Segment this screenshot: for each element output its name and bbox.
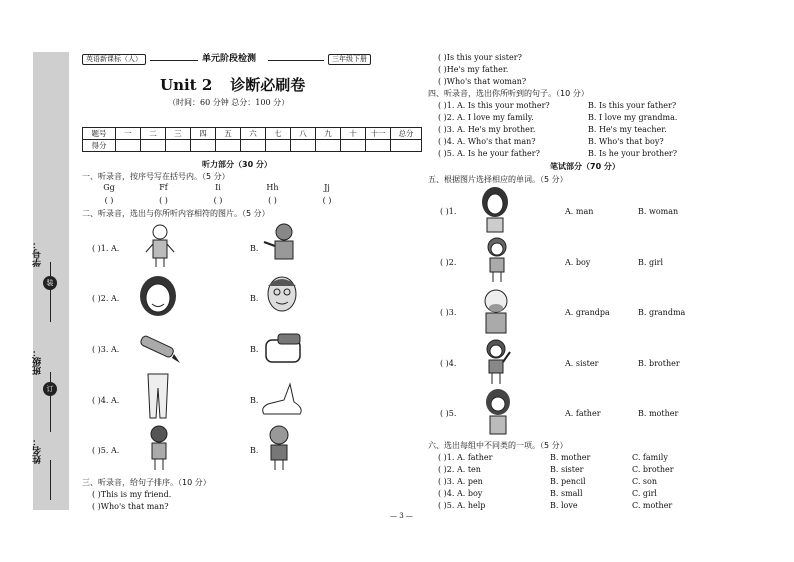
legs-picture — [144, 372, 172, 422]
answer-blank[interactable]: ( ) — [322, 196, 332, 205]
mother-picture — [482, 388, 514, 436]
option-b[interactable]: B. I love my grandma. — [588, 113, 678, 122]
table-cell: 十一 — [366, 128, 391, 140]
man-pointing-picture — [262, 220, 302, 262]
table-cell: 得分 — [83, 140, 116, 152]
table-cell: 总分 — [391, 128, 422, 140]
option-b[interactable]: B. small — [550, 489, 583, 498]
girl-picture — [482, 236, 512, 284]
boy-waving-picture — [480, 338, 512, 386]
option-a[interactable]: ( )5. A. help — [438, 501, 486, 510]
option-a[interactable]: ( )2. A. ten — [438, 465, 481, 474]
score-cell[interactable] — [166, 140, 191, 152]
option-b-label: B. — [250, 294, 259, 303]
page-title — [160, 76, 310, 94]
unit-label: Unit 2 — [160, 76, 213, 94]
written-heading: 笔试部分（70 分） — [550, 162, 620, 171]
section-1-title: 一、听录音，按序号写在括号内。（5 分） — [82, 172, 230, 181]
option-c[interactable]: C. son — [632, 477, 657, 486]
time-and-score: （时间：60 分钟 总分：100 分） — [168, 98, 290, 107]
man-glasses-picture — [140, 222, 180, 268]
question-number[interactable]: ( )3. — [440, 308, 457, 317]
question-number[interactable]: ( )4. A. — [92, 396, 120, 405]
option-b-label: B. — [250, 244, 259, 253]
option-c[interactable]: C. mother — [632, 501, 673, 510]
binding-ring-bottom: 订 — [43, 382, 57, 396]
section-4-title: 四、听录音，选出你所听到的句子。（10 分） — [428, 89, 589, 98]
option-c[interactable]: C. brother — [632, 465, 674, 474]
table-cell: 三 — [166, 128, 191, 140]
letter-item: Ii — [215, 183, 221, 192]
test-name: 诊断必刷卷 — [230, 76, 306, 94]
table-cell: 题号 — [83, 128, 116, 140]
section-6-title: 六、选出每组中不同类的一项。（5 分） — [428, 441, 568, 450]
answer-blank[interactable]: ( ) — [268, 196, 277, 205]
foot-picture — [260, 382, 306, 418]
binding-strip — [33, 52, 69, 510]
question-number[interactable]: ( )2. A. — [92, 294, 120, 303]
section-2-title: 二、听录音，选出与你所听内容相符的图片。（5 分） — [82, 209, 270, 218]
option-b[interactable]: B. Who's that boy? — [588, 137, 664, 146]
sentence-item[interactable]: ( )Who's that man? — [92, 502, 169, 511]
letter-item: Jj — [324, 183, 330, 192]
table-cell: 四 — [191, 128, 216, 140]
score-cell[interactable] — [316, 140, 341, 152]
sentence-item[interactable]: ( )This is my friend. — [92, 490, 172, 499]
letter-item: Hh — [266, 183, 279, 192]
score-table — [82, 127, 422, 152]
option-b[interactable]: B. grandma — [638, 308, 686, 317]
sentence-item[interactable]: ( )Who's that woman? — [438, 77, 527, 86]
student-number-line — [50, 262, 51, 322]
header-rule-right — [268, 60, 324, 61]
page-number: — 3 — — [390, 512, 413, 520]
eraser-picture — [260, 330, 308, 370]
letter-row — [98, 183, 338, 192]
score-cell[interactable] — [241, 140, 266, 152]
header-center-title: 单元阶段检测 — [202, 54, 257, 64]
option-a[interactable]: A. grandpa — [565, 308, 610, 317]
answer-blank[interactable]: ( ) — [159, 196, 168, 205]
question-number[interactable]: ( )1. — [440, 207, 457, 216]
option-a[interactable]: A. father — [565, 409, 601, 418]
table-cell: 二 — [141, 128, 166, 140]
option-a[interactable]: ( )5. A. Is he your father? — [438, 149, 540, 158]
class-label: 班级： — [33, 348, 43, 375]
table-cell: 六 — [241, 128, 266, 140]
question-number[interactable]: ( )5. A. — [92, 446, 120, 455]
option-b[interactable]: B. pencil — [550, 477, 586, 486]
score-cell[interactable] — [341, 140, 366, 152]
option-b[interactable]: B. sister — [550, 465, 584, 474]
option-a[interactable]: ( )1. A. father — [438, 453, 493, 462]
score-table-score-row — [83, 140, 422, 152]
option-a[interactable]: ( )3. A. He's my brother. — [438, 125, 536, 134]
option-a[interactable]: ( )1. A. Is this your mother? — [438, 101, 550, 110]
option-c[interactable]: C. family — [632, 453, 668, 462]
option-b[interactable]: B. Is this your father? — [588, 101, 677, 110]
score-cell[interactable] — [141, 140, 166, 152]
class-line — [50, 372, 51, 432]
score-cell[interactable] — [291, 140, 316, 152]
table-cell: 九 — [316, 128, 341, 140]
option-a[interactable]: A. man — [565, 207, 594, 216]
option-a[interactable]: ( )4. A. boy — [438, 489, 483, 498]
table-cell: 五 — [216, 128, 241, 140]
header-rule-left — [150, 60, 198, 61]
binding-ring-top: 装 — [43, 276, 57, 290]
letter-item: Ff — [159, 183, 168, 192]
textbook-tag: 英语新课标（人） — [82, 54, 146, 65]
question-number[interactable]: ( )5. — [440, 409, 457, 418]
name-line — [50, 460, 51, 500]
grade-tag: 三年级下册 — [328, 54, 371, 65]
option-a[interactable]: ( )3. A. pen — [438, 477, 483, 486]
score-cell[interactable] — [366, 140, 391, 152]
option-b[interactable]: B. woman — [638, 207, 679, 216]
table-cell: 十 — [341, 128, 366, 140]
name-label: 姓名： — [33, 437, 43, 464]
score-cell[interactable] — [216, 140, 241, 152]
section-3-title: 三、听录音，给句子排序。（10 分） — [82, 478, 211, 487]
option-b[interactable]: B. He's my teacher. — [588, 125, 667, 134]
option-b[interactable]: B. mother — [550, 453, 591, 462]
option-b[interactable]: B. mother — [638, 409, 679, 418]
boy-picture — [262, 424, 296, 472]
table-cell: 一 — [116, 128, 141, 140]
question-number[interactable]: ( )4. — [440, 359, 457, 368]
option-a[interactable]: ( )2. A. I love my family. — [438, 113, 534, 122]
option-a[interactable]: A. boy — [565, 258, 591, 267]
question-number[interactable]: ( )1. A. — [92, 244, 120, 253]
option-b[interactable]: B. Is he your brother? — [588, 149, 678, 158]
girl-picture — [144, 424, 174, 472]
score-cell[interactable] — [116, 140, 141, 152]
option-b-label: B. — [250, 446, 259, 455]
sentence-item[interactable]: ( )Is this your sister? — [438, 53, 522, 62]
table-cell: 八 — [291, 128, 316, 140]
section-5-title: 五、根据图片选择相应的单词。（5 分） — [428, 175, 568, 184]
option-b[interactable]: B. girl — [638, 258, 664, 267]
score-cell[interactable] — [191, 140, 216, 152]
answer-paren-row — [98, 196, 338, 205]
question-number[interactable]: ( )3. A. — [92, 345, 120, 354]
option-c[interactable]: C. girl — [632, 489, 657, 498]
option-a[interactable]: ( )4. A. Who's that man? — [438, 137, 536, 146]
option-b-label: B. — [250, 396, 259, 405]
answer-blank[interactable]: ( ) — [213, 196, 223, 205]
score-cell[interactable] — [391, 140, 422, 152]
woman-face-picture — [136, 274, 180, 320]
score-cell[interactable] — [266, 140, 291, 152]
option-b[interactable]: B. love — [550, 501, 578, 510]
listening-heading: 听力部分（30 分） — [202, 160, 272, 169]
option-b[interactable]: B. brother — [638, 359, 680, 368]
woman-picture — [478, 186, 512, 234]
pen-picture — [134, 330, 182, 364]
table-cell: 七 — [266, 128, 291, 140]
man-face-picture — [262, 272, 302, 320]
student-number-label: 学号： — [33, 240, 43, 267]
letter-item: Gg — [103, 183, 115, 192]
sentence-item[interactable]: ( )He's my father. — [438, 65, 509, 74]
answer-blank[interactable]: ( ) — [104, 196, 114, 205]
question-number[interactable]: ( )2. — [440, 258, 457, 267]
grandpa-picture — [478, 288, 514, 336]
option-a[interactable]: A. sister — [565, 359, 599, 368]
option-b-label: B. — [250, 345, 259, 354]
score-table-header-row — [83, 128, 422, 140]
